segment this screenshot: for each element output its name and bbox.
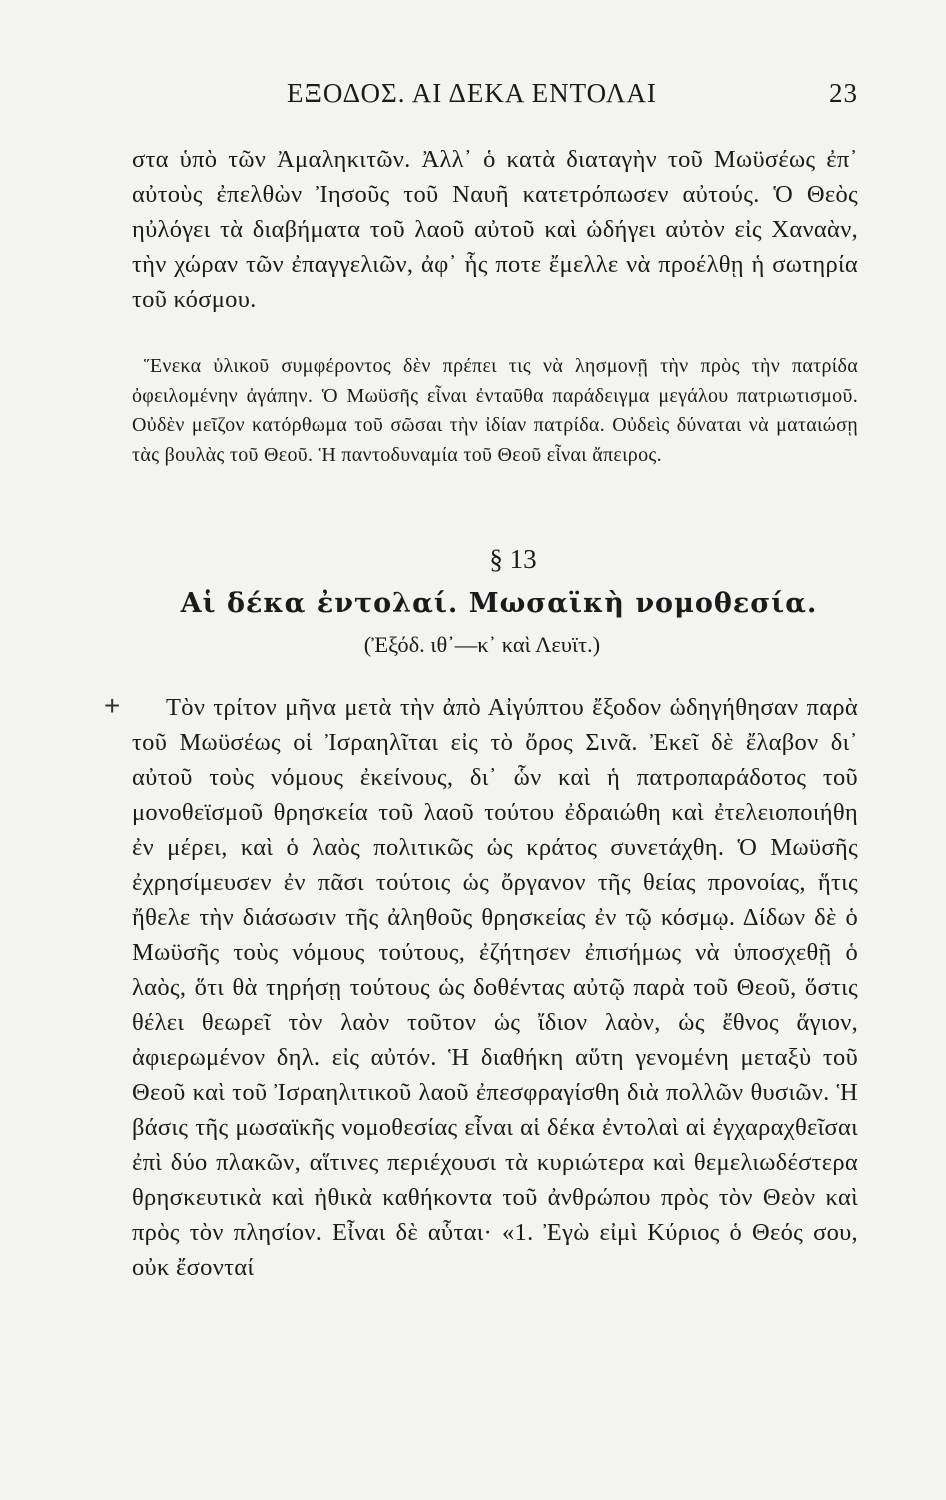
margin-cross-mark: + xyxy=(104,690,121,721)
section-reference-text: (Ἐξόδ. ιθ᾽—κ᾽ καὶ Λευϊτ.) xyxy=(363,632,601,657)
moral-note xyxy=(132,352,858,470)
paragraph-2 xyxy=(132,690,858,1285)
paragraph-2-text: Τὸν τρίτον μῆνα μετὰ τὴν ἀπὸ Αἰγύπτου ἔξοδον ὡδηγήθησαν παρὰ τοῦ Μωϋσέως οἱ Ἰσραηλῖται εἰς τὸ ὄρος Σινᾶ. Ἐκεῖ δὲ ἔλαβον δι᾽ αὐτοῦ τοὺς νόμους ἐκείνους, δι᾽ ὧν καὶ ἡ πατροπαράδοτος τοῦ μονοθεϊσμοῦ θρησκεία τοῦ λαοῦ τούτου ἐδραιώθη καὶ ἐτελειοποιήθη ἐν μέρει, καὶ ὁ λαὸς πολιτικῶς ὡς κράτος συνετάχθη. Ὁ Μωϋσῆς ἐχρησίμευσεν ἐν πᾶσι τούτοις ὡς ὄργανον τῆς θείας προνοίας, ἥτις ἤθελε τὴν διάσωσιν τῆς ἀληθοῦς θρησκείας ἐν τῷ κόσμῳ. Δίδων δὲ ὁ Μωϋσῆς τοὺς νόμους τούτους, ἐζήτησεν ἐπισήμως νὰ ὑποσχεθῇ ὁ λαὸς, ὅτι θὰ τηρήσῃ τούτους ὡς δοθέντας αὐτῷ παρὰ τοῦ Θεοῦ, ὅστις θέλει θεωρεῖ τὸν λαὸν τοῦτον ὡς ἴδιον λαὸν, ὡς ἔθνος ἅγιον, ἀφιερωμένον δηλ. εἰς αὐτόν. Ἡ διαθήκη αὕτη γενομένη μεταξὺ τοῦ Θεοῦ καὶ τοῦ Ἰσραηλιτικοῦ λαοῦ ἐπεσφραγίσθη διὰ πολλῶν θυσιῶν. Ἡ βάσις τῆς μωσαϊκῆς νομοθεσίας εἶναι αἱ δέκα ἐντολαὶ αἱ ἐγχαραχθεῖσαι ἐπὶ δύο πλακῶν, αἵτινες περιέχουσι τὰ κυριώτερα καὶ θεμελιωδέστερα θρησκευτικὰ καὶ ἠθικὰ καθήκοντα τοῦ ἀνθρώπου πρὸς τὸν Θεὸν καὶ πρὸς τὸν πλησίον. Εἶναι δὲ αὗται· «1. Ἐγὼ εἰμὶ Κύριος ὁ Θεός σου, οὐκ ἔσονταί xyxy=(132,694,858,1281)
section-number xyxy=(0,544,946,575)
paragraph-1-text: στα ὑπὸ τῶν Ἀμαληκιτῶν. Ἀλλ᾽ ὁ κατὰ διαταγὴν τοῦ Μωϋσέως ἐπ᾽ αὐτοὺς ἐπελθὼν Ἰησοῦς τοῦ Ναυῆ κατετρόπωσεν αὐτούς. Ὁ Θεὸς ηὐλόγει τὰ διαβήματα τοῦ λαοῦ αὐτοῦ καὶ ὡδήγει αὐτὸν εἰς Χαναὰν, τὴν χώραν τῶν ἐπαγγελιῶν, ἀφ᾽ ἧς ποτε ἔμελλε νὰ προέλθῃ ἡ σωτηρία τοῦ κόσμου. xyxy=(132,146,858,313)
running-header xyxy=(132,78,858,112)
section-reference xyxy=(0,632,946,658)
paragraph-1 xyxy=(132,142,858,317)
running-title: ΕΞΟΔΟΣ. ΑΙ ΔΕΚΑ ΕΝΤΟΛΑΙ xyxy=(287,78,657,108)
moral-note-text: Ἕνεκα ὑλικοῦ συμφέροντος δὲν πρέπει τις νὰ λησμονῇ τὴν πρὸς τὴν πατρίδα ὀφειλομένην ἀγάπην. Ὁ Μωϋσῆς εἶναι ἐνταῦθα παράδειγμα μεγάλου πατριωτισμοῦ. Οὐδὲν μεῖζον κατόρθωμα τοῦ σῶσαι τὴν ἰδίαν πατρίδα. Οὐδεὶς δύναται νὰ ματαιώσῃ τὰς βουλὰς τοῦ Θεοῦ. Ἡ παντοδυναμία τοῦ Θεοῦ εἶναι ἄπειρος. xyxy=(132,355,858,466)
page-number: 23 xyxy=(829,78,858,108)
section-title xyxy=(0,588,946,619)
section-title-text: Αἱ δέκα ἐντολαί. Μωσαϊκὴ νομοθεσία. xyxy=(180,588,818,619)
section-number-text: § 13 xyxy=(489,544,537,574)
